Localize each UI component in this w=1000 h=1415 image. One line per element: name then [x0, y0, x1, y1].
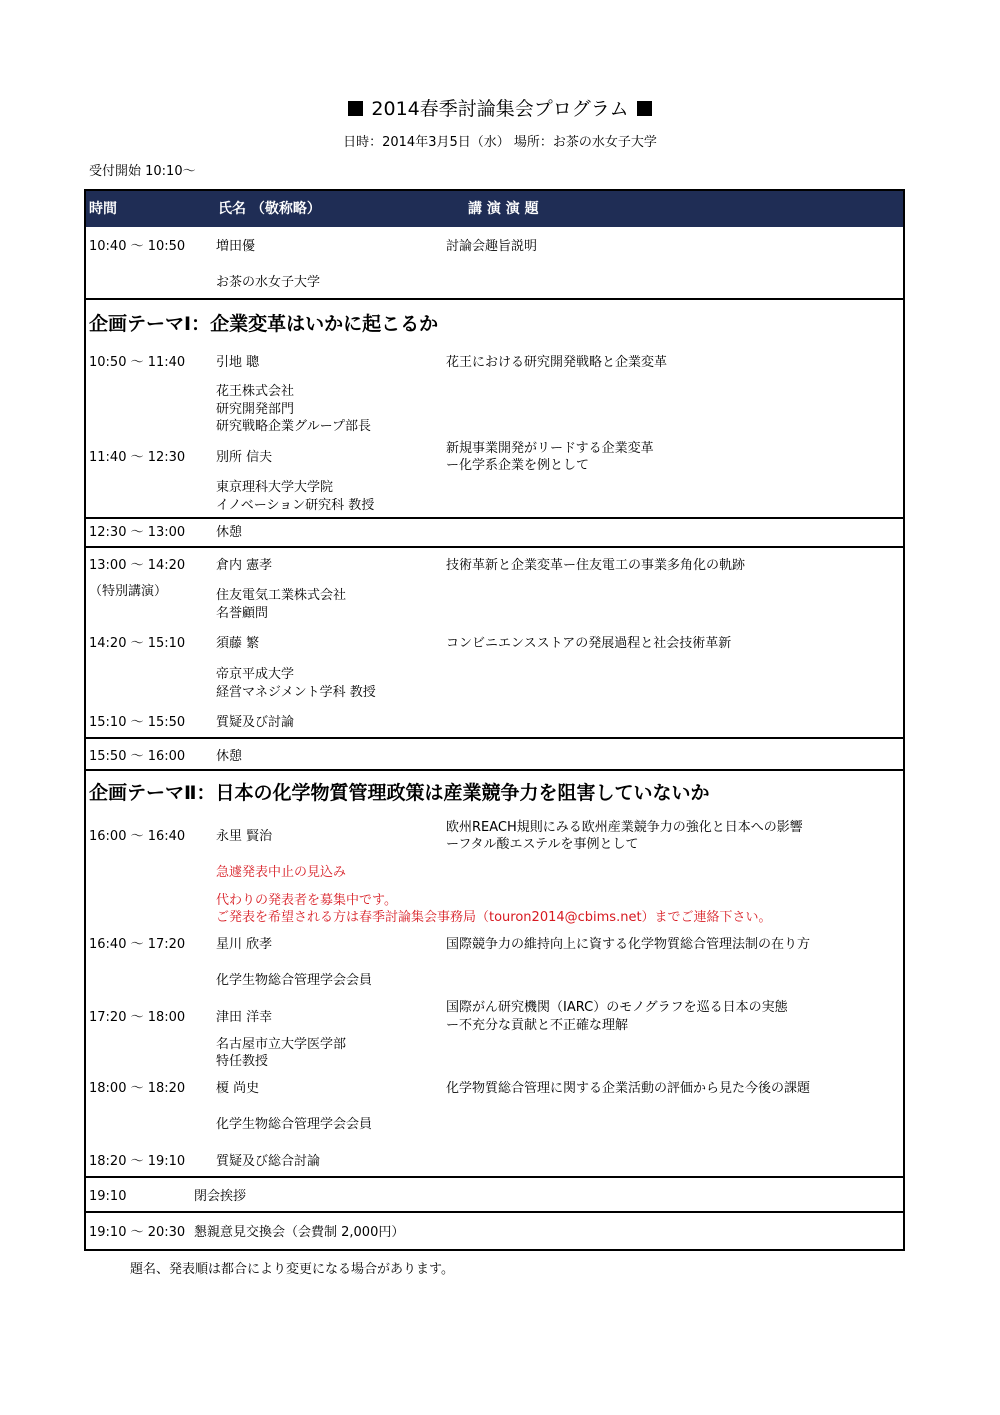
- theme1-talk4-speaker: 須藤 繁: [216, 636, 260, 651]
- theme1-talk3-speaker: 倉内 憲孝: [216, 558, 273, 573]
- theme1-qa-label: 質疑及び討論: [216, 715, 295, 730]
- square-bullet-icon: [637, 101, 652, 116]
- break2-time: 15:50 〜 16:00: [89, 749, 186, 764]
- theme1-talk4-time: 14:20 〜 15:10: [89, 636, 186, 651]
- theme1-talk2-affiliation-line1: 東京理科大学大学院: [216, 480, 334, 495]
- program-title: 2014春季討論集会プログラム: [371, 98, 629, 120]
- theme1-talk1-affiliation-line1: 花王株式会社: [216, 384, 295, 399]
- reception-start: 受付開始 10:10〜: [89, 164, 196, 179]
- theme1-talk4-affiliation-line2: 経営マネジメント学科 教授: [216, 685, 376, 700]
- theme2-talk3-affiliation-line1: 名古屋市立大学医学部: [216, 1037, 347, 1052]
- theme1-talk1-affiliation-line3: 研究戦略企業グループ部長: [216, 419, 371, 434]
- theme2-qa-time: 18:20 〜 19:10: [89, 1154, 186, 1169]
- theme1-talk1-affiliation-line2: 研究開発部門: [216, 402, 295, 417]
- opening-topic: 討論会趣旨説明: [446, 239, 538, 254]
- theme2-talk1-time: 16:00 〜 16:40: [89, 829, 186, 844]
- square-bullet-icon: [348, 101, 363, 116]
- theme2-talk3-time: 17:20 〜 18:00: [89, 1010, 186, 1025]
- closing-time: 19:10: [89, 1189, 127, 1204]
- theme2-title: 企画テーマⅡ：日本の化学物質管理政策は産業競争力を阻害していないか: [89, 782, 710, 804]
- divider: [86, 769, 903, 771]
- contact-notice: ご発表を希望される方は春季討論集会事務局（touron2014@cbims.net）までご連絡下さい。: [216, 910, 772, 925]
- theme1-qa-time: 15:10 〜 15:50: [89, 715, 186, 730]
- theme1-talk3-affiliation-line1: 住友電気工業株式会社: [216, 588, 347, 603]
- divider: [86, 1211, 903, 1213]
- theme1-talk1-speaker: 引地 聰: [216, 355, 260, 370]
- theme2-talk4-speaker: 榎 尚史: [216, 1081, 260, 1096]
- theme1-talk2-time: 11:40 〜 12:30: [89, 450, 186, 465]
- replacement-speaker-notice: 代わりの発表者を募集中です。: [216, 893, 397, 908]
- closing-label: 閉会挨拶: [194, 1189, 247, 1204]
- cancellation-notice: 急遽発表中止の見込み: [216, 865, 347, 880]
- theme2-talk4-topic: 化学物質総合管理に関する企業活動の評価から見た今後の課題: [446, 1081, 811, 1096]
- table-header: [86, 191, 903, 227]
- theme1-talk3-time: 13:00 〜 14:20: [89, 558, 186, 573]
- divider: [86, 737, 903, 739]
- footer-note: 題名、発表順は都合により変更になる場合があります。: [130, 1262, 454, 1277]
- program-table: [84, 189, 905, 1251]
- party-time: 19:10 〜 20:30: [89, 1225, 186, 1240]
- special-lecture-note: （特別講演）: [89, 584, 168, 599]
- party-label: 懇親意見交換会（会費制 2,000円）: [194, 1225, 405, 1240]
- theme2-talk1-speaker: 永里 賢治: [216, 829, 273, 844]
- col-time-header: 時間: [89, 201, 117, 217]
- theme2-talk2-speaker: 星川 欣孝: [216, 937, 273, 952]
- opening-speaker: 増田優: [216, 239, 256, 254]
- divider: [86, 298, 903, 300]
- opening-affiliation: お茶の水女子大学: [216, 275, 321, 290]
- theme2-qa-label: 質疑及び総合討論: [216, 1154, 321, 1169]
- divider: [86, 517, 903, 519]
- theme1-talk1-time: 10:50 〜 11:40: [89, 355, 186, 370]
- theme2-talk3-topic-line1: 国際がん研究機関（IARC）のモノグラフを巡る日本の実態: [446, 1000, 788, 1015]
- divider: [86, 1176, 903, 1178]
- opening-time: 10:40 〜 10:50: [89, 239, 186, 254]
- theme1-talk2-affiliation-line2: イノベーション研究科 教授: [216, 498, 375, 513]
- theme1-talk1-topic: 花王における研究開発戦略と企業変革: [446, 355, 668, 370]
- theme2-talk3-speaker: 津田 洋幸: [216, 1010, 273, 1025]
- theme2-talk2-affiliation: 化学生物総合管理学会会員: [216, 973, 373, 988]
- theme2-talk3-affiliation-line2: 特任教授: [216, 1054, 269, 1069]
- theme2-talk1-topic-line1: 欧州REACH規則にみる欧州産業競争力の強化と日本への影響: [446, 820, 803, 835]
- page-title: [0, 97, 1000, 121]
- theme2-talk1-topic-line2: ーフタル酸エステルを事例として: [446, 837, 639, 852]
- theme2-talk4-affiliation: 化学生物総合管理学会会員: [216, 1117, 373, 1132]
- theme1-talk4-topic: コンビニエンスストアの発展過程と社会技術革新: [446, 636, 732, 651]
- break1-time: 12:30 〜 13:00: [89, 525, 186, 540]
- event-date-location: 日時：2014年3月5日（水） 場所：お茶の水女子大学: [343, 135, 657, 150]
- theme2-talk2-topic: 国際競争力の維持向上に資する化学物質総合管理法制の在り方: [446, 937, 811, 952]
- break1-label: 休憩: [216, 525, 243, 540]
- theme1-talk4-affiliation-line1: 帝京平成大学: [216, 667, 295, 682]
- theme1-talk2-topic-line2: ー化学系企業を例として: [446, 458, 590, 473]
- theme1-title: 企画テーマⅠ：企業変革はいかに起こるか: [89, 313, 439, 335]
- theme1-talk3-affiliation-line2: 名誉顧問: [216, 606, 269, 621]
- col-topic-header: 講 演 演 題: [468, 201, 539, 217]
- col-name-header: 氏名 （敬称略）: [218, 201, 321, 217]
- theme1-talk2-speaker: 別所 信夫: [216, 450, 273, 465]
- theme2-talk3-topic-line2: ー不充分な貢献と不正確な理解: [446, 1018, 629, 1033]
- divider: [86, 546, 903, 548]
- theme1-talk2-topic-line1: 新規事業開発がリードする企業変革: [446, 441, 654, 456]
- theme1-talk3-topic: 技術革新と企業変革ー住友電工の事業多角化の軌跡: [446, 558, 746, 573]
- break2-label: 休憩: [216, 749, 243, 764]
- theme2-talk2-time: 16:40 〜 17:20: [89, 937, 186, 952]
- theme2-talk4-time: 18:00 〜 18:20: [89, 1081, 186, 1096]
